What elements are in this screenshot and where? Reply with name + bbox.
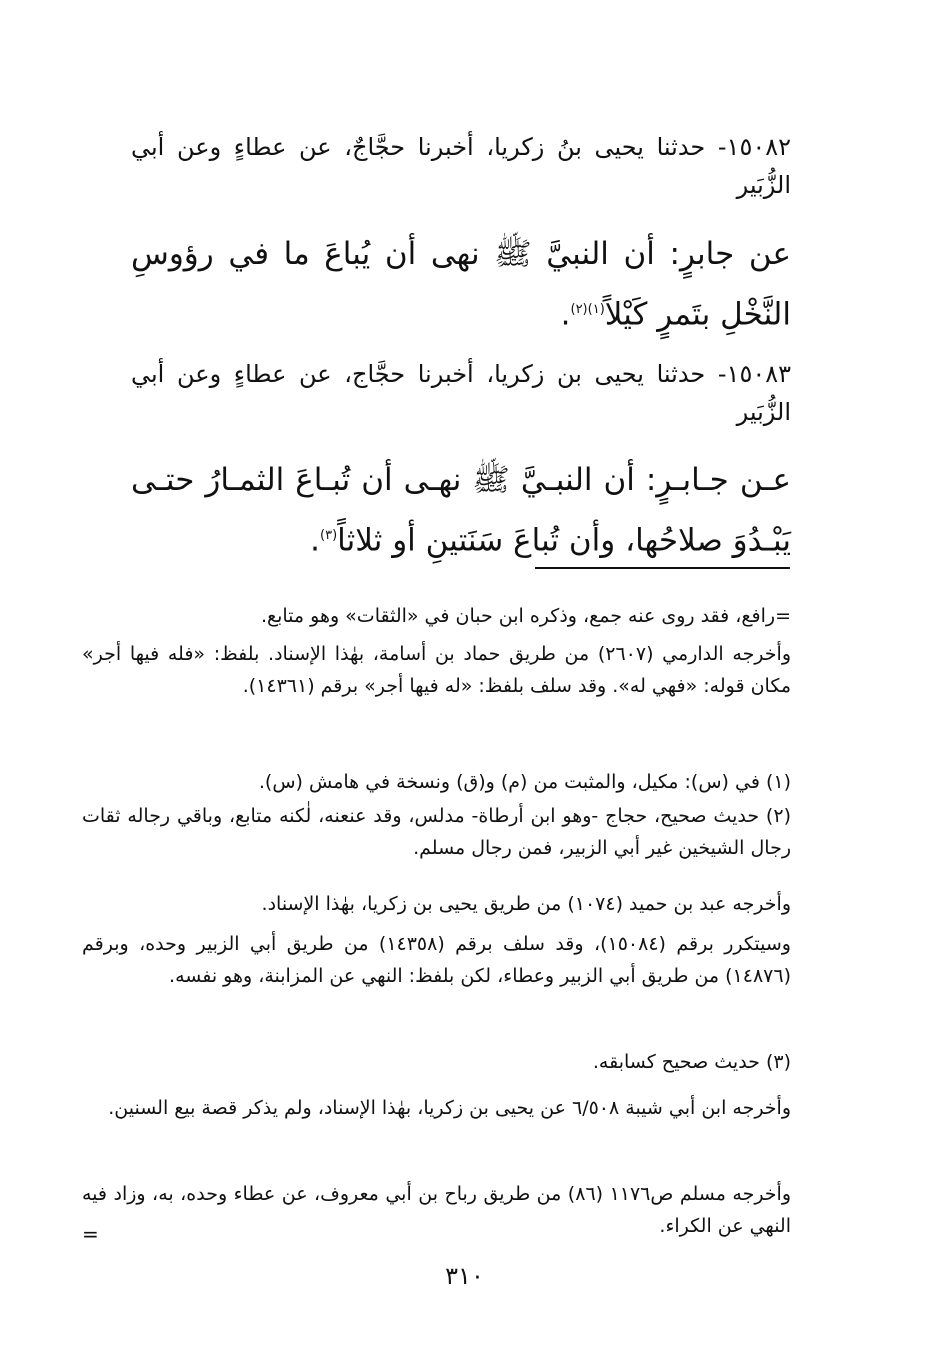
hadith-15083-matn: عـن جـابـرٍ: أن النبـيَّ ﷺ نهـى أن تُبـاعَ الثمـارُ حتـى يَبْـدُوَ صلاحُها، وأن تُباعَ سَنَتينِ أو ثلاثاً$^{(٣)}$.: [131, 462, 791, 559]
footnote-3-takhrij-muslim: وأخرجه مسلم ص١١٧٦ (٨٦) من طريق رباح بن أبي معروف، عن عطاء وحده، به، وزاد فيه النهي عن الكراء.: [82, 1183, 792, 1237]
footnote-continuation: =رافع، فقد روى عنه جمع، وذكره ابن حبان في «الثقات» وهو متابع.: [260, 605, 791, 627]
footnote-1: (١) في (س): مكيل، والمثبت من (م) و(ق) ونسخة في هامش (س).: [258, 771, 791, 793]
page-number: ٣١٠: [445, 1262, 484, 1290]
footnote-2-takhrij: وأخرجه عبد بن حميد (١٠٧٤) من طريق يحيى بن زكريا، بهٰذا الإسناد.: [261, 893, 791, 915]
footnote-3: (٣) حديث صحيح كسابقه.: [592, 1051, 791, 1073]
footnote-ref[interactable]: (٣): [320, 528, 338, 543]
footnote-ref[interactable]: (١)(٢): [570, 302, 605, 317]
hadith-15082-isnad: ١٥٠٨٢- حدثنا يحيى بنُ زكريا، أخبرنا حجَّاجٌ، عن عطاءٍ وعن أبي الزُّبَير: [131, 133, 791, 199]
footnote-3-takhrij-ibn-abi-shaybah: وأخرجه ابن أبي شيبة ٦/٥٠٨ عن يحيى بن زكريا، بهٰذا الإسناد، ولم يذكر قصة بيع السنين.: [108, 1097, 791, 1119]
hadith-15082-matn: عن جابرٍ: أن النبيَّ ﷺ نهى أن يُباعَ ما في رؤوسِ النَّخْلِ بتَمرٍ كَيْلاً$^{(١)(٢)}$.: [131, 236, 791, 333]
footnote-separator: [535, 567, 790, 569]
footnote-takhrij-darimi: وأخرجه الدارمي (٢٦٠٧) من طريق حماد بن أسامة، بهٰذا الإسناد. بلفظ: «فله فيها أجر» مكان قوله: «فهي له». وقد سلف بلفظ: «له فيها أجر» برقم (١٤٣٦١).: [82, 643, 791, 697]
footnote-2: (٢) حديث صحيح، حجاج -وهو ابن أرطاة- مدلس، وقد عنعنه، لٰكنه متابع، وباقي رجاله ثقات رجال الشيخين غير أبي الزبير، فمن رجال مسلم.: [82, 805, 791, 859]
hadith-15083-isnad: ١٥٠٨٣- حدثنا يحيى بن زكريا، أخبرنا حجَّاج، عن عطاءٍ وعن أبي الزُّبَير: [131, 360, 791, 426]
continuation-mark: =: [82, 1222, 99, 1246]
footnote-2-cross-refs: وسيتكرر برقم (١٥٠٨٤)، وقد سلف برقم (١٤٣٥٨) من طريق أبي الزبير وحده، وبرقم (١٤٨٧٦) من طريق أبي الزبير وعطاء، لكن بلفظ: النهي عن المزابنة، وهو نفسه.: [82, 933, 791, 987]
